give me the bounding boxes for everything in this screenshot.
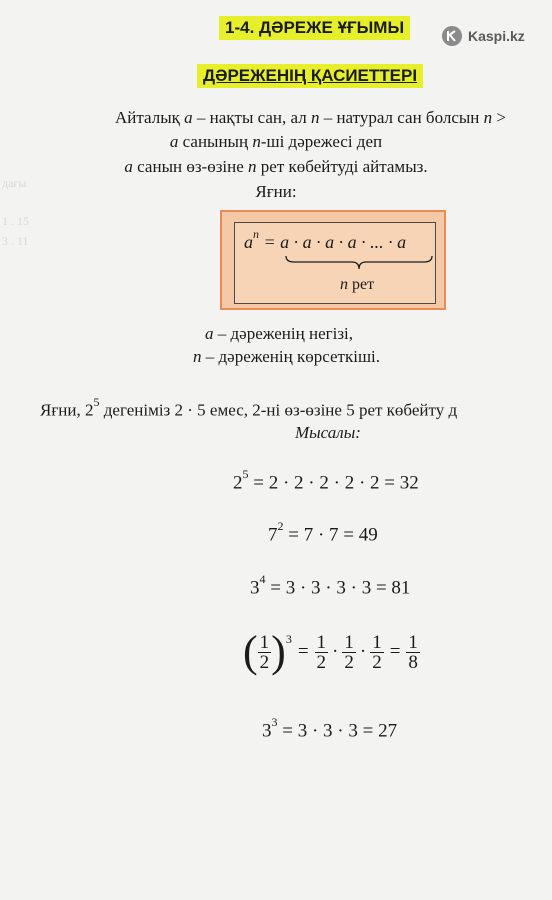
kaspi-logo-icon bbox=[441, 25, 463, 47]
section-subtitle bbox=[197, 64, 423, 88]
definition-formula: $a^n = a \cdot a \cdot a \cdot a$ · ... · a bbox=[244, 227, 407, 252]
fraction-result: $\frac{1}{8}$ bbox=[408, 631, 418, 673]
bleed-through-text: дағы bbox=[2, 176, 27, 190]
section-title-text: 1-4. ДӘРЕЖЕ ҰҒЫМЫ bbox=[225, 18, 405, 37]
example-3-pow-4: $3^4 = 3 \cdot 3 \cdot 3 \cdot 3 = 81$ bbox=[250, 572, 411, 599]
note-line: Яғни, $2^5$ дегеніміз 2 · 5 емес, 2-ні өз-өзіне 5 рет көбейту д bbox=[40, 395, 458, 420]
intro-line-4: Яғни: bbox=[255, 182, 297, 201]
examples-heading: Мысалы: bbox=[295, 423, 361, 442]
intro-line-3: a санын өз-өзіне n рет көбейтуді айтамыз. bbox=[124, 157, 428, 176]
example-fraction-pow-3: ( $\frac{1}{2}$ ) $^3$ = $\frac{1}{2}$ · $\frac{1}{2}$ · $\frac{1}{2}$ = $\frac{1}{8}$ bbox=[243, 627, 418, 676]
bleed-through-text: 3 . 11 bbox=[2, 234, 29, 248]
watermark-text: Kaspi.kz bbox=[468, 28, 525, 44]
underbrace bbox=[284, 254, 434, 274]
watermark bbox=[441, 25, 525, 47]
fraction-base: $\frac{1}{2}$ bbox=[259, 631, 270, 673]
explanation-line-1: a – дәреженің негізі, bbox=[205, 324, 354, 343]
example-2-pow-5: $2^5 = 2 \cdot 2 \cdot 2 \cdot 2 \cdot 2 = 32$ bbox=[233, 467, 419, 494]
intro-line-1: Айталық a – нақты сан, ал n – натурал сан болсын n > bbox=[115, 108, 507, 127]
definition-box bbox=[220, 210, 446, 310]
brace-label: n рет bbox=[340, 276, 375, 293]
example-7-pow-2: $7^2 = 7 \cdot 7 = 49$ bbox=[268, 519, 378, 546]
section-title bbox=[219, 16, 410, 40]
example-3-pow-3: $3^3 = 3 \cdot 3 \cdot 3 = 27$ bbox=[262, 715, 398, 742]
intro-line-2: a санының n-ші дәрежесі деп bbox=[169, 132, 383, 151]
explanation-line-2: n – дәреженің көрсеткіші. bbox=[193, 347, 381, 366]
bleed-through-text: 1 . 15 bbox=[2, 214, 29, 228]
section-subtitle-text: ДӘРЕЖЕНІҢ ҚАСИЕТТЕРІ bbox=[203, 66, 418, 85]
